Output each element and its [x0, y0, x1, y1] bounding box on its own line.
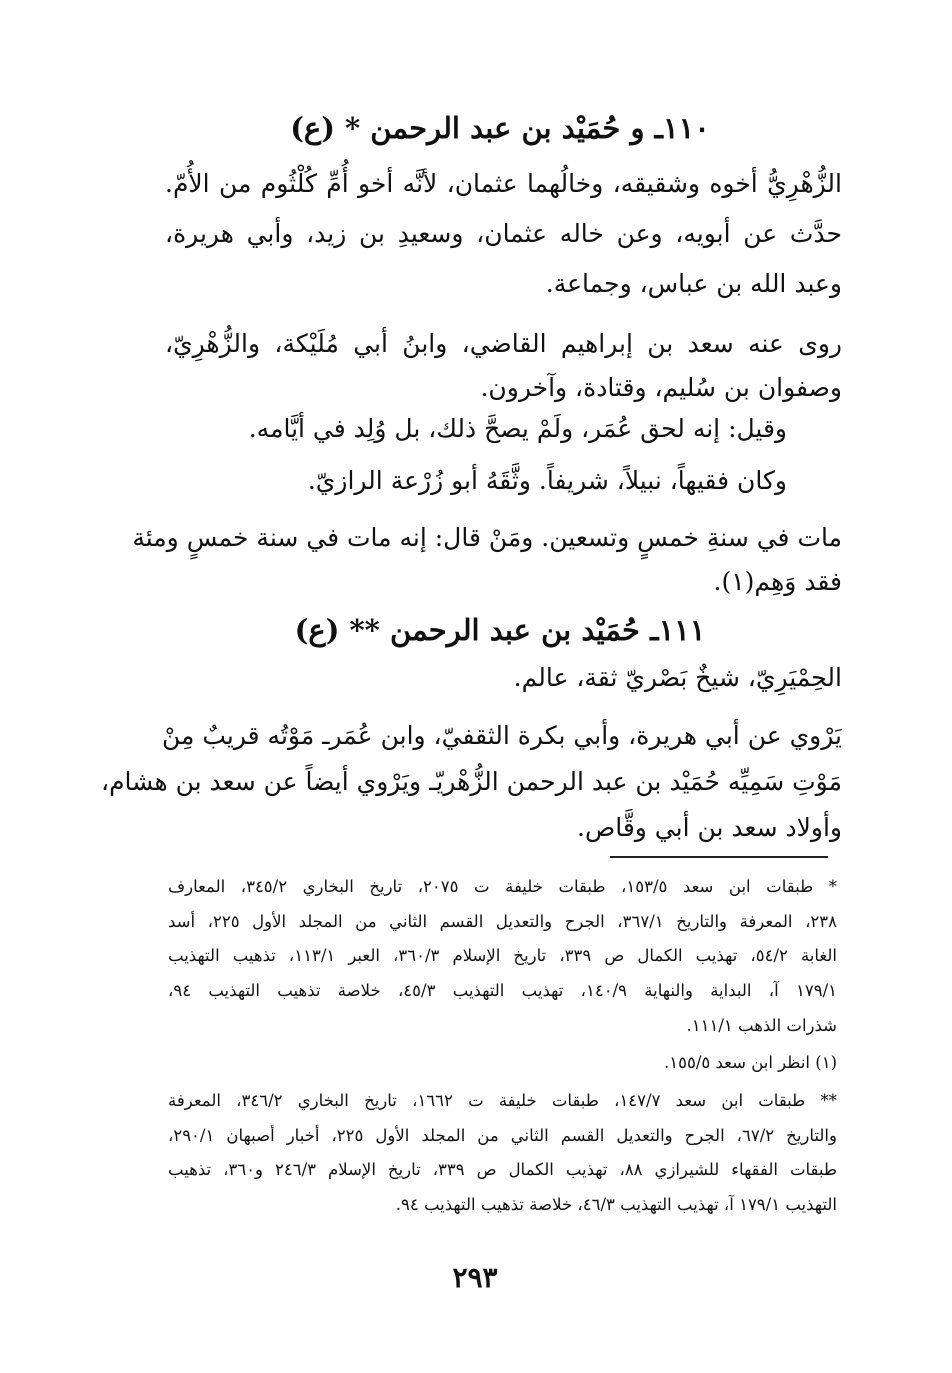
entry-110-line: وعبد الله بن عباس، وجماعة. [545, 269, 842, 298]
entry-110-line: الزُّهْرِيُّ أخوه وشقيقه، وخالُهما عثمان، لأنَّه أخو أُمِّ كُلْثُوم من الأُمّ. [165, 169, 842, 198]
entry-110-line: حدَّث عن أبويه، وعن خاله عثمان، وسعيدِ بن زيد، وأبي هريرة، [165, 219, 842, 248]
entry-110-heading: ١١٠ـ و حُمَيْد بن عبد الرحمن * (ع) [290, 111, 710, 145]
entry-110-line: وصفوان بن سُليم، وقتادة، وآخرون. [480, 373, 842, 402]
footnote-line: التهذيب ١٧٩/١ آ، تهذيب التهذيب ٤٦/٣، خلاصة تذهيب التهذيب ٩٤. [395, 1195, 837, 1214]
footnote-line: ١٧٩/١ آ، البداية والنهاية ١٤٠/٩، تهذيب التهذيب ٤٥/٣، خلاصة تذهيب التهذيب ٩٤، [168, 981, 838, 1000]
entry-111-line: الحِمْيَرِيّ، شيخٌ بَصْريّ ثقة، عالم. [513, 663, 842, 692]
footnote-line: * طبقات ابن سعد ١٥٣/٥، طبقات خليفة ت ٢٠٧٥، تاريخ البخاري ٣٤٥/٢، المعارف [168, 877, 837, 896]
footnote-line: (١) انظر ابن سعد ١٥٥/٥. [664, 1053, 837, 1072]
footnote-line: شذرات الذهب ١١١/١. [686, 1016, 837, 1035]
entry-110-line: وقيل: إنه لحق عُمَر، ولَمْ يصحَّ ذلك، بل وُلِد في أيَّامه. [248, 414, 787, 443]
entry-111-line: وأولاد سعد بن أبي وقَّاص. [577, 813, 842, 842]
page-number: ٢٩٣ [452, 1261, 498, 1294]
entry-110-line: مات في سنةِ خمسٍ وتسعين. ومَنْ قال: إنه مات في سنة خمسٍ ومئة [132, 523, 842, 552]
entry-110-line: وكان فقيهاً، نبيلاً، شريفاً. وثَّقَهُ أبو زُرْعة الرازيّ. [307, 466, 787, 495]
entry-110-line: روى عنه سعد بن إبراهيم القاضي، وابنُ أبي مُلَيْكة، والزُّهْرِيّ، [165, 329, 842, 358]
footnote-line: طبقات الفقهاء للشيرازي ٨٨، تهذيب الكمال ص ٣٣٩، تاريخ الإسلام ٢٤٦/٣ و٣٦٠، تذهيب [168, 1160, 837, 1179]
entry-111-line: يَرْوي عن أبي هريرة، وأبي بكرة الثقفيّ، وابن عُمَرـ مَوْتُه قريبٌ مِنْ [161, 721, 842, 750]
footnote-divider [610, 856, 828, 858]
footnote-line: الغابة ٥٤/٢، تهذيب الكمال ص ٣٣٩، تاريخ الإسلام ٣٦٠/٣، العبر ١١٣/١، تذهيب التهذيب [168, 946, 837, 965]
entry-111-line: مَوْتِ سَمِيِّه حُمَيْد بن عبد الرحمن الزُّهْريّـ ويَرْوي أيضاً عن سعد بن هشام، [101, 767, 842, 796]
footnote-line: والتاريخ ٦٧/٢، الجرح والتعديل القسم الثاني من المجلد الأول ٢٢٥، أخبار أصبهان ٢٩٠/١، [168, 1126, 837, 1145]
footnote-line: ٢٣٨، المعرفة والتاريخ ٣٦٧/١، الجرح والتعديل القسم الثاني من المجلد الأول ٢٢٥، أسد [168, 912, 838, 931]
entry-110-line: فقد وَهِم(١). [713, 567, 842, 596]
entry-111-heading: ١١١ـ حُمَيْد بن عبد الرحمن ** (ع) [294, 613, 706, 647]
footnote-line: ** طبقات ابن سعد ١٤٧/٧، طبقات خليفة ت ١٦٦٢، تاريخ البخاري ٣٤٦/٢، المعرفة [168, 1091, 837, 1110]
